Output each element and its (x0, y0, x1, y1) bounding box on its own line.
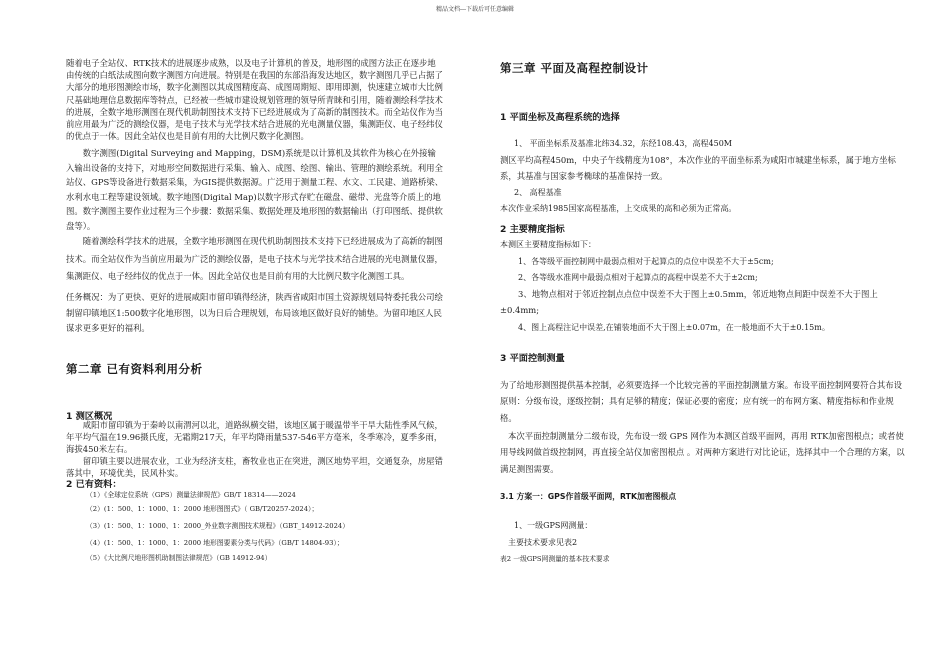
section-coordinate-system-title: 1 平面坐标及高程系统的选择 (500, 112, 620, 123)
gps-survey-heading: 1、一级GPS网测量： (514, 521, 593, 530)
survey-area-paragraph: 咸阳市留印镇为于秦岭以南渭河以北，道路纵横交错，该地区属于暖温带半干旱大陆性季风气候，年平均气温在19.96摄氏度，无霜期217天，年平均降雨量537-546平方毫米，冬季寒冷，夏季多雨，海拔450米左右。 (66, 420, 443, 454)
page-header: 精品文档---下载后可任意编辑 (435, 6, 515, 13)
precision-item: 4、图上高程注记中误差,在铺装地面不大于图上±0.07m，在一般地面不大于±0.15m。 (518, 323, 830, 332)
reference-item: （5）《大比例尺地形图机助制图法律规范》（GB 14912-94） (86, 554, 272, 562)
section-existing-data-title: 2 已有资料： (66, 479, 122, 490)
dsm-paragraph: 数字测图(Digital Surveying and Mapping，DSM)系统是以计算机及其软件为核心在外接输入输出设备的支持下，对地形空间数据进行采集、输入、成图、绘图、输出、管理的测绘系统。利用全站仪、GPS等设备进行数据采集，为GIS提供数据源。广泛用于测量工程、水文、工民建、道路桥梁、水利水电工程等建设领域。数字地图(Digital Map)以数字形式存贮在磁盘、磁带、光盘等介质上的地图。数字测图主要作业过程为三个步骤：数据采集、数据处理及地形图的数据输出（打印图纸、提供软盘等）。 (66, 148, 444, 231)
section-plane-control-title: 3 平面控制测量 (500, 353, 565, 364)
table-caption: 表2 一级GPS网测量的基本技术要求 (500, 555, 610, 563)
reference-item: （3）(1：500、1：1000、1：2000_外业数字测图技术规程》（GBT_14912-2024） (86, 522, 350, 530)
economy-paragraph: 留印镇主要以进展农业，工业为经济支柱，畜牧业也正在突进，测区地势平坦，交通复杂，房屋错落其中，环境优美，民风朴实。 (66, 456, 443, 478)
task-overview-paragraph: 任务概况：为了更快、更好的进展咸阳市留印镇得经济，陕西省咸阳市国土资源规划局特委托我公司绘制留印镇地区1:500数字化地形图，以为日后合理规划，布局该地区做好良好的铺垫。为留印地区人民谋求更多更好的福利。 (66, 292, 443, 334)
section-precision-title: 2 主要精度指标 (500, 224, 565, 235)
reference-item: （2）(1：500、1：1000、1：2000 地形图图式》（ GB/T20257-2024）； (86, 505, 319, 513)
precision-intro: 本测区主要精度指标如下： (500, 240, 596, 249)
precision-item: 2、各等级水准网中最弱点相对于起算点的高程中误差不大于±2cm; (518, 273, 758, 282)
subsection-plan-one-title: 3.1 方案一：GPS作首级平面网，RTK加密图根点 (500, 492, 677, 501)
precision-item: 3、地物点相对于邻近控制点点位中误差不大于图上±0.5mm，邻近地物点间距中误差不大于图上±0.4mm; (500, 289, 878, 315)
elevation-datum-heading: 2、 高程基准 (514, 188, 562, 197)
chapter-3-title: 第三章 平面及高程控制设计 (500, 61, 649, 75)
section-survey-overview-title: 1 测区概况 (66, 411, 113, 422)
plane-control-plan-paragraph: 本次平面控制测量分二级布设，先布设一级 GPS 网作为本测区首级平面网，再用 RTK加密图根点；或者使用导线网做首级控制网，再直接全站仪加密图根点 。对两种方案进行对比论证，选择其中一个合理的方案，以满足测图需要。 (500, 431, 905, 474)
chapter-2-title: 第二章 已有资料利用分析 (66, 362, 203, 376)
coordinate-system-line: 1、 平面坐标系及基准北纬34.32，东经108.43，高程450M (514, 139, 732, 148)
development-paragraph: 随着测绘科学技术的进展，全数字地形测图在现代机助制图技术支持下已经进展成为了高新的制图技术。而全站仪作为当前应用最为广泛的测绘仪器，是电子技术与光学技术结合进展的光电测量仪器，集测距仪、电子经纬仪的优点于一体。因此全站仪也是目前有用的大比例尺数字化测图工具。 (66, 236, 443, 282)
intro-paragraph: 随着电子全站仪、RTK技术的进展逐步成熟，以及电子计算机的普及，地形图的成图方法正在逐步地由传统的白纸法成图向数字测图方向进展。特别是在我国的东部沿海发达地区，数字测图几乎已占据了大部分的地形图测绘市场，数字化测图以其成图精度高、成图周期短、即用即测，快速建立城市大比例尺基础地理信息数据库等特点，已经被一些城市建设规划管理的领导所青睐和引用，随着测绘科学技术的进展，全数字地形测图在现代机助制图技术支持下已经进展成为了高新的制图技术。而全站仪作为当前应用最为广泛的测绘仪器，是电子技术与光学技术结合进展的光电测量仪器，集测距仪、电子经纬仪的优点于一体。因此全站仪也是目前有用的大比例尺数字化测图。 (66, 58, 443, 142)
elevation-datum-line: 本次作业采纳1985国家高程基准，上交成果的高和必须为正常高。 (500, 204, 737, 213)
plane-control-paragraph: 为了给地形测图提供基本控制，必须要选择一个比较完善的平面控制测量方案。布设平面控制网要符合其布设原则：分级布设，逐级控制；具有足够的精度；保证必要的密度；应有统一的布网方案、精度指标和作业规格。 (500, 380, 902, 423)
precision-item: 1、各等级平面控制网中最弱点相对于起算点的点位中误差不大于±5cm; (518, 257, 774, 266)
central-meridian-paragraph: 测区平均高程450m，中央子午线精度为108°，本次作业的平面坐标系为咸阳市城建坐标系，属于地方坐标系，其基准与国家参考椭球的基准保持一致。 (500, 155, 896, 181)
reference-item: （4）(1：500、1：1000、1：2000 地形图要素分类与代码》（GB/T 14804-93）； (86, 539, 344, 547)
reference-item: （1）《全球定位系统（GPS）测量法律规范》GB/T 18314——2024 (86, 491, 296, 499)
technical-requirements-note: 主要技术要求见表2 (508, 538, 578, 547)
